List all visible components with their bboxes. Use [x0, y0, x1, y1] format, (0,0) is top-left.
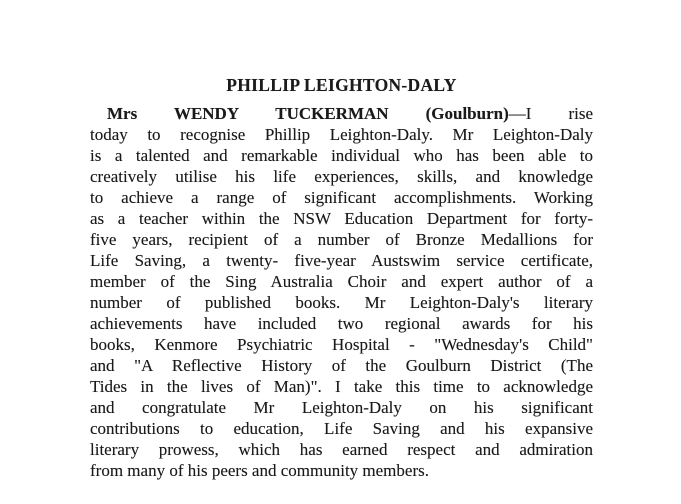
speech-line: creatively utilise his life experiences, skills, and knowledge: [90, 167, 593, 186]
speech-line: to achieve a range of significant accomplishments. Working: [90, 188, 593, 207]
speech-line: books, Kenmore Psychiatric Hospital - "Wednesday's Child": [90, 335, 593, 354]
speech-last-line: from many of his peers and community members.: [90, 461, 429, 480]
speech-first-line: [90, 103, 593, 124]
speaker-name: Mrs WENDY TUCKERMAN (Goulburn): [107, 104, 509, 123]
speech-line: literary prowess, which has earned respect and admiration: [90, 440, 593, 459]
speech-line: contributions to education, Life Saving and his expansive: [90, 419, 593, 438]
document-page: [90, 75, 593, 481]
speech-line: and congratulate Mr Leighton-Daly on his significant: [90, 398, 593, 417]
speech-line: Tides in the lives of Man)". I take this time to acknowledge: [90, 377, 593, 396]
speech-body: [90, 124, 593, 460]
speech-paragraph: [90, 103, 593, 481]
speech-line: five years, recipient of a number of Bronze Medallions for: [90, 230, 593, 249]
speech-line: as a teacher within the NSW Education Department for forty-: [90, 209, 593, 228]
speech-line: and "A Reflective History of the Goulburn District (The: [90, 356, 593, 375]
speech-opening-text: —I rise: [508, 104, 593, 123]
page-title: PHILLIP LEIGHTON-DALY: [226, 75, 457, 95]
speech-line: Life Saving, a twenty- five-year Austswim service certificate,: [90, 251, 593, 270]
speech-line: is a talented and remarkable individual who has been able to: [90, 146, 593, 165]
speech-line: number of published books. Mr Leighton-Daly's literary: [90, 293, 593, 312]
speech-line: today to recognise Phillip Leighton-Daly. Mr Leighton-Daly: [90, 125, 593, 144]
speech-line: member of the Sing Australia Choir and expert author of a: [90, 272, 593, 291]
speech-line: achievements have included two regional awards for his: [90, 314, 593, 333]
